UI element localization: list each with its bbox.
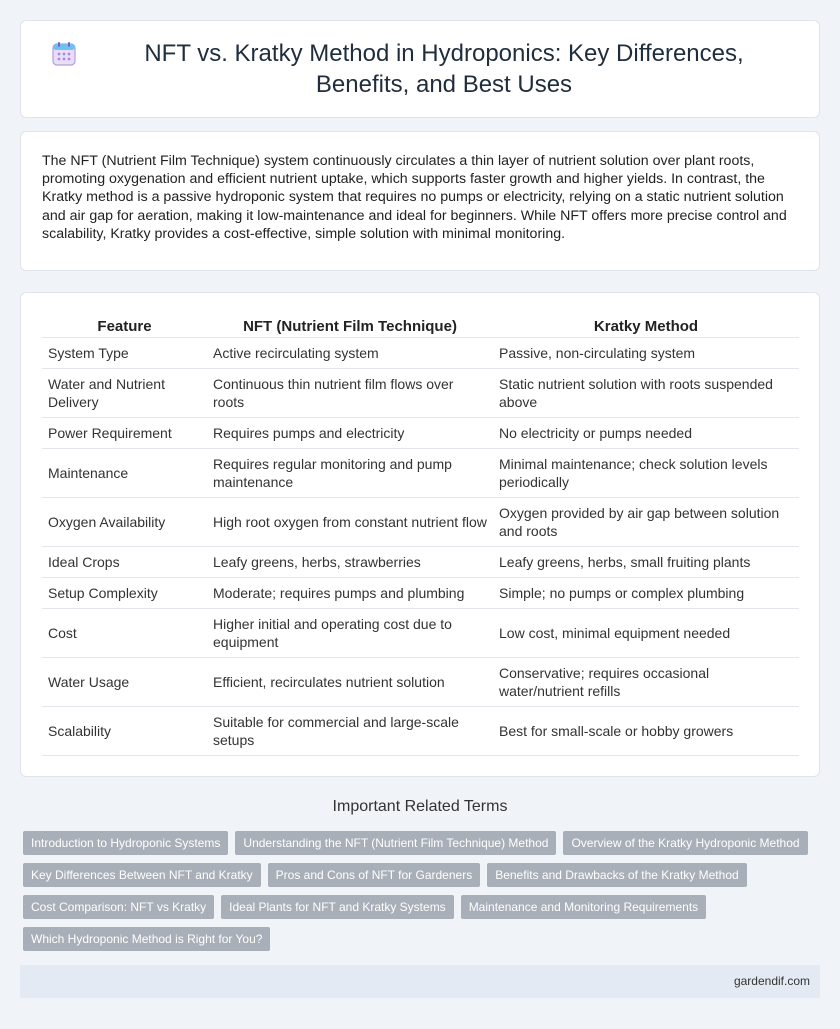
nft-cell: Suitable for commercial and large-scale setups (207, 707, 493, 756)
related-term-tag[interactable]: Which Hydroponic Method is Right for You? (23, 927, 270, 951)
nft-cell: Higher initial and operating cost due to equipment (207, 609, 493, 658)
calendar-icon (51, 41, 77, 67)
table-row (42, 418, 799, 449)
kratky-cell: Low cost, minimal equipment needed (493, 609, 799, 658)
kratky-cell: Oxygen provided by air gap between solution and roots (493, 498, 799, 547)
comparison-table-card (20, 292, 820, 777)
related-term-tag[interactable]: Cost Comparison: NFT vs Kratky (23, 895, 214, 919)
table-row (42, 338, 799, 369)
related-term-tag[interactable]: Ideal Plants for NFT and Kratky Systems (221, 895, 454, 919)
nft-cell: Requires pumps and electricity (207, 418, 493, 449)
related-terms-tags (23, 831, 823, 959)
kratky-cell: Static nutrient solution with roots suspended above (493, 369, 799, 418)
column-header-kratky: Kratky Method (493, 315, 799, 338)
kratky-cell: Best for small-scale or hobby growers (493, 707, 799, 756)
comparison-table (42, 315, 799, 756)
related-term-tag[interactable]: Overview of the Kratky Hydroponic Method (563, 831, 807, 855)
table-header-row (42, 315, 799, 338)
kratky-cell: Leafy greens, herbs, small fruiting plants (493, 547, 799, 578)
table-row (42, 498, 799, 547)
nft-cell: Leafy greens, herbs, strawberries (207, 547, 493, 578)
kratky-cell: Passive, non-circulating system (493, 338, 799, 369)
feature-cell: Ideal Crops (42, 547, 207, 578)
related-term-tag[interactable]: Understanding the NFT (Nutrient Film Technique) Method (235, 831, 556, 855)
feature-cell: System Type (42, 338, 207, 369)
table-row (42, 369, 799, 418)
intro-paragraph: The NFT (Nutrient Film Technique) system continuously circulates a thin layer of nutrient solution over plant roots, promoting oxygenation and efficient nutrient uptake, which supports faster growth and higher yields. In contrast, the Kratky method is a passive hydroponic system that requires no pumps or electricity, relying on a static nutrient solution and air gap for aeration, making it low-maintenance and ideal for beginners. While NFT offers more precise control and scalability, Kratky provides a cost-effective, simple solution with minimal monitoring. (42, 153, 787, 242)
title-wrap (51, 38, 789, 100)
nft-cell: Requires regular monitoring and pump maintenance (207, 449, 493, 498)
feature-cell: Cost (42, 609, 207, 658)
related-terms-heading: Important Related Terms (332, 798, 508, 815)
related-term-tag[interactable]: Benefits and Drawbacks of the Kratky Method (487, 863, 746, 887)
table-row (42, 578, 799, 609)
nft-cell: Moderate; requires pumps and plumbing (207, 578, 493, 609)
feature-cell: Oxygen Availability (42, 498, 207, 547)
kratky-cell: Conservative; requires occasional water/nutrient refills (493, 658, 799, 707)
nft-cell: Active recirculating system (207, 338, 493, 369)
table-row (42, 609, 799, 658)
kratky-cell: Minimal maintenance; check solution levels periodically (493, 449, 799, 498)
column-header-nft: NFT (Nutrient Film Technique) (207, 315, 493, 338)
page-title: NFT vs. Kratky Method in Hydroponics: Key Differences, Benefits, and Best Uses (144, 40, 744, 98)
table-row (42, 547, 799, 578)
table-row (42, 658, 799, 707)
related-term-tag[interactable]: Pros and Cons of NFT for Gardeners (268, 863, 481, 887)
intro-card (20, 131, 820, 271)
feature-cell: Power Requirement (42, 418, 207, 449)
nft-cell: Efficient, recirculates nutrient solution (207, 658, 493, 707)
column-header-feature: Feature (42, 315, 207, 338)
kratky-cell: No electricity or pumps needed (493, 418, 799, 449)
footer-site-link[interactable]: gardendif.com (733, 974, 810, 988)
feature-cell: Water Usage (42, 658, 207, 707)
related-term-tag[interactable]: Key Differences Between NFT and Kratky (23, 863, 261, 887)
related-term-tag[interactable]: Maintenance and Monitoring Requirements (461, 895, 706, 919)
footer (20, 965, 820, 998)
feature-cell: Maintenance (42, 449, 207, 498)
feature-cell: Setup Complexity (42, 578, 207, 609)
related-term-tag[interactable]: Introduction to Hydroponic Systems (23, 831, 228, 855)
kratky-cell: Simple; no pumps or complex plumbing (493, 578, 799, 609)
title-card (20, 20, 820, 118)
table-row (42, 707, 799, 756)
nft-cell: High root oxygen from constant nutrient flow (207, 498, 493, 547)
table-row (42, 449, 799, 498)
feature-cell: Scalability (42, 707, 207, 756)
nft-cell: Continuous thin nutrient film flows over roots (207, 369, 493, 418)
feature-cell: Water and Nutrient Delivery (42, 369, 207, 418)
